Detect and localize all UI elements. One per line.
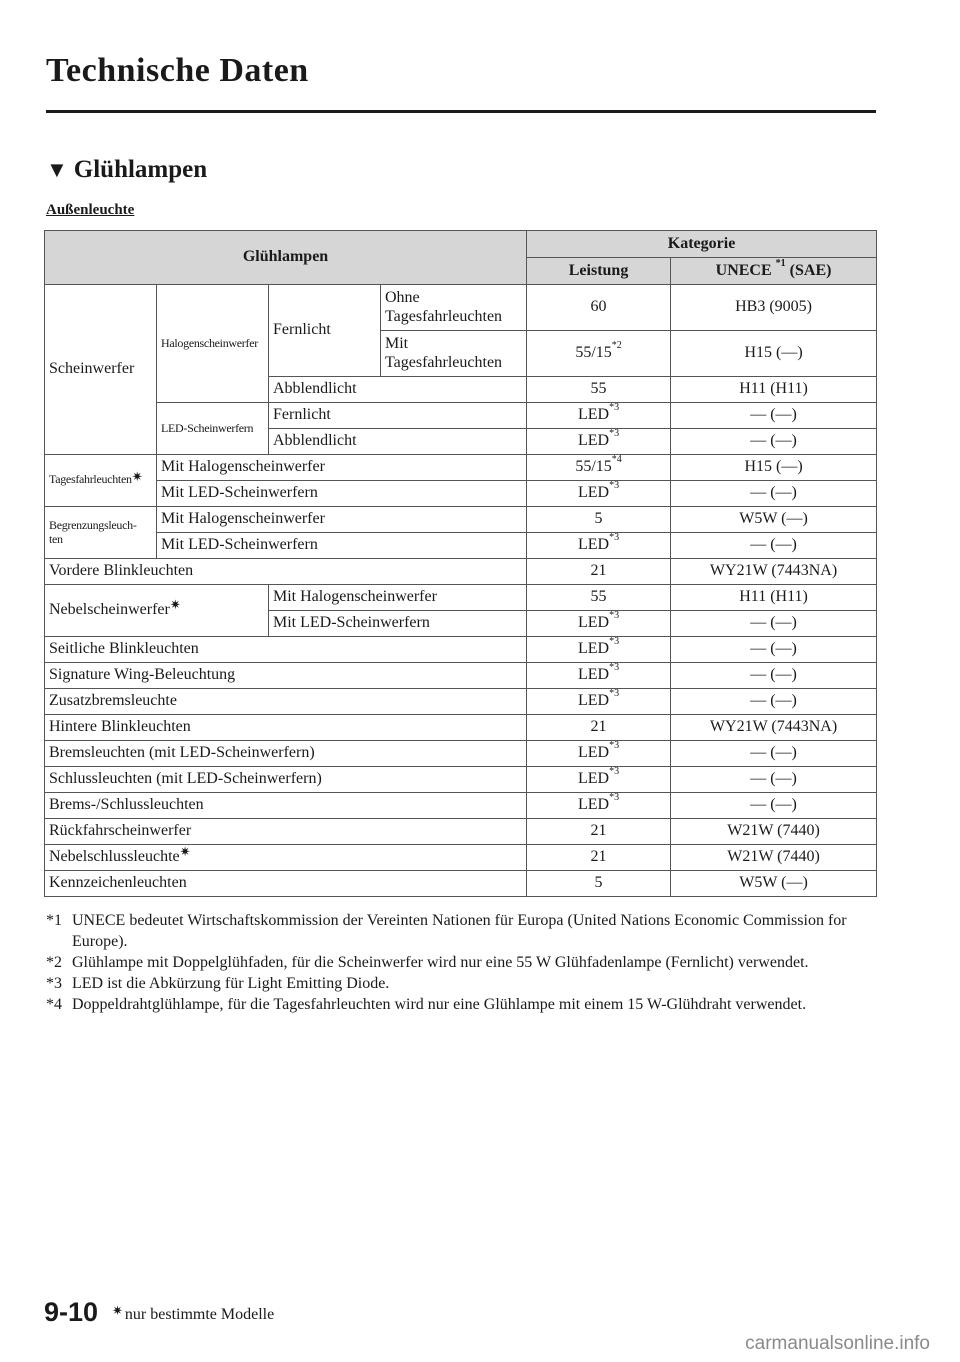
cell-label: Brems-/Schlussleuchten [45,793,527,819]
subheading: Außenleuchte [46,202,135,218]
table-row [45,403,877,429]
cell-scheinwerfer: Scheinwerfer [45,285,157,455]
cell-tagesfahrleuchten: Tagesfahrleuchten✷ [45,455,157,507]
cell-kategorie: ― (―) [671,637,877,663]
header-divider [46,110,876,113]
cell-ohne-tfl: Ohne Tagesfahrleuchten [381,285,527,331]
bulb-table [44,230,877,897]
cell-mit-halogen: Mit Halogenscheinwerfer [157,507,527,533]
triangle-down-icon: ▼ [46,157,68,182]
table-row [45,793,877,819]
footnotes [46,910,876,1015]
cell-label: Rückfahrscheinwerfer [45,819,527,845]
cell-fernlicht: Fernlicht [269,403,527,429]
cell-mit-halogen: Mit Halogenscheinwerfer [269,585,527,611]
cell-nebelscheinwerfer: Nebelscheinwerfer✷ [45,585,269,637]
cell-kategorie: ― (―) [671,481,877,507]
cell-leistung: 21 [527,559,671,585]
table-row [45,741,877,767]
table-row [45,585,877,611]
section-heading [46,156,207,184]
table-row [45,507,877,533]
cell-kategorie: H15 (―) [671,455,877,481]
footnote: *1 UNECE bedeutet Wirtschaftskommission der Vereinten Nationen für Europa (United Nations Economic Commission for Europe). [46,912,847,950]
cell-kategorie: ― (―) [671,403,877,429]
cell-leistung: 60 [527,285,671,331]
cell-label: Hintere Blinkleuchten [45,715,527,741]
footnote: *2 Glühlampe mit Doppelglühfaden, für die Scheinwerfer wird nur eine 55 W Glühfadenlampe (Fernlicht) verwendet. [46,954,809,971]
cell-kategorie: W5W (―) [671,871,877,897]
cell-kategorie: WY21W (7443NA) [671,715,877,741]
table-row [45,285,877,331]
table-row [45,689,877,715]
table-row [45,845,877,871]
cell-led-scheinwerfern: LED-Scheinwerfern [157,403,269,455]
cell-mit-led: Mit LED-Scheinwerfern [269,611,527,637]
cell-mit-led: Mit LED-Scheinwerfern [157,533,527,559]
cell-fernlicht: Fernlicht [269,285,381,377]
cell-leistung: LED$^{*3}$ [527,663,671,689]
table-row [45,871,877,897]
cell-leistung: LED$^{*3}$ [527,793,671,819]
cell-kategorie: W21W (7440) [671,845,877,871]
table-row [45,455,877,481]
header-leistung: Leistung [527,258,671,285]
cell-leistung: LED$^{*3}$ [527,403,671,429]
cell-kategorie: H11 (H11) [671,585,877,611]
page-title: Technische Daten [46,52,309,89]
cell-leistung: 21 [527,715,671,741]
table-row [45,637,877,663]
cell-leistung: 55 [527,585,671,611]
cell-label: Vordere Blinkleuchten [45,559,527,585]
cell-leistung: LED$^{*3}$ [527,689,671,715]
star-icon: ✷ [169,597,181,613]
cell-abblendlicht: Abblendlicht [269,429,527,455]
star-icon: ✷ [131,469,143,485]
cell-leistung: 21 [527,845,671,871]
section-title: Glühlampen [73,156,208,183]
cell-kategorie: ― (―) [671,429,877,455]
table-row [45,663,877,689]
star-icon: ✷ [179,844,191,860]
cell-kategorie: H11 (H11) [671,377,877,403]
cell-halogenscheinwerfer: Halogenscheinwerfer [157,285,269,403]
footnote: *4 Doppeldrahtglühlampe, für die Tagesfahrleuchten wird nur eine Glühlampe mit einem 15 W-Glühdraht verwendet. [46,996,807,1013]
cell-kategorie: W5W (―) [671,507,877,533]
table-row [45,715,877,741]
header-kategorie: Kategorie [527,231,877,258]
cell-label: Nebelschlussleuchte✷ [45,845,527,871]
header-unece: UNECE $^{*1}$ (SAE) [671,258,877,285]
cell-label: Zusatzbremsleuchte [45,689,527,715]
cell-leistung: 55/15$^{*4}$ [527,455,671,481]
table-row [45,481,877,507]
cell-kategorie: ― (―) [671,663,877,689]
cell-kategorie: ― (―) [671,533,877,559]
cell-kategorie: ― (―) [671,689,877,715]
cell-label: Seitliche Blinkleuchten [45,637,527,663]
cell-kategorie: H15 (―) [671,331,877,377]
cell-leistung: LED$^{*3}$ [527,429,671,455]
cell-leistung: 5 [527,507,671,533]
cell-kategorie: WY21W (7443NA) [671,559,877,585]
star-icon: ✷ [112,1303,123,1318]
cell-leistung: LED$^{*3}$ [527,741,671,767]
cell-leistung: LED$^{*3}$ [527,533,671,559]
cell-leistung: LED$^{*3}$ [527,637,671,663]
cell-mit-led: Mit LED-Scheinwerfern [157,481,527,507]
cell-kategorie: HB3 (9005) [671,285,877,331]
cell-leistung: 55 [527,377,671,403]
cell-leistung: 5 [527,871,671,897]
footnote: *3 LED ist die Abkürzung für Light Emitting Diode. [46,975,390,992]
model-note: ✷ nur bestimmte Modelle [112,1303,275,1323]
cell-leistung: 21 [527,819,671,845]
cell-begrenzungsleuchten: Begrenzungsleuch- ten [45,507,157,559]
cell-label: Schlussleuchten (mit LED-Scheinwerfern) [45,767,527,793]
cell-kategorie: ― (―) [671,741,877,767]
cell-leistung: LED$^{*3}$ [527,481,671,507]
cell-mit-tfl: Mit Tagesfahrleuchten [381,331,527,377]
page-number: 9-10 [44,1297,99,1327]
cell-kategorie: W21W (7440) [671,819,877,845]
cell-leistung: LED$^{*3}$ [527,767,671,793]
cell-abblendlicht: Abblendlicht [269,377,527,403]
cell-mit-halogen: Mit Halogenscheinwerfer [157,455,527,481]
table-row [45,767,877,793]
table-row [45,533,877,559]
table-row [45,559,877,585]
watermark: carmanualsonline.info [745,1333,930,1354]
cell-label: Kennzeichenleuchten [45,871,527,897]
cell-kategorie: ― (―) [671,611,877,637]
table-header-row [45,231,877,258]
header-gluehlampen: Glühlampen [45,231,527,285]
cell-leistung: 55/15$^{*2}$ [527,331,671,377]
cell-leistung: LED$^{*3}$ [527,611,671,637]
cell-kategorie: ― (―) [671,793,877,819]
cell-kategorie: ― (―) [671,767,877,793]
table-row [45,819,877,845]
cell-label: Signature Wing-Beleuchtung [45,663,527,689]
cell-label: Bremsleuchten (mit LED-Scheinwerfern) [45,741,527,767]
